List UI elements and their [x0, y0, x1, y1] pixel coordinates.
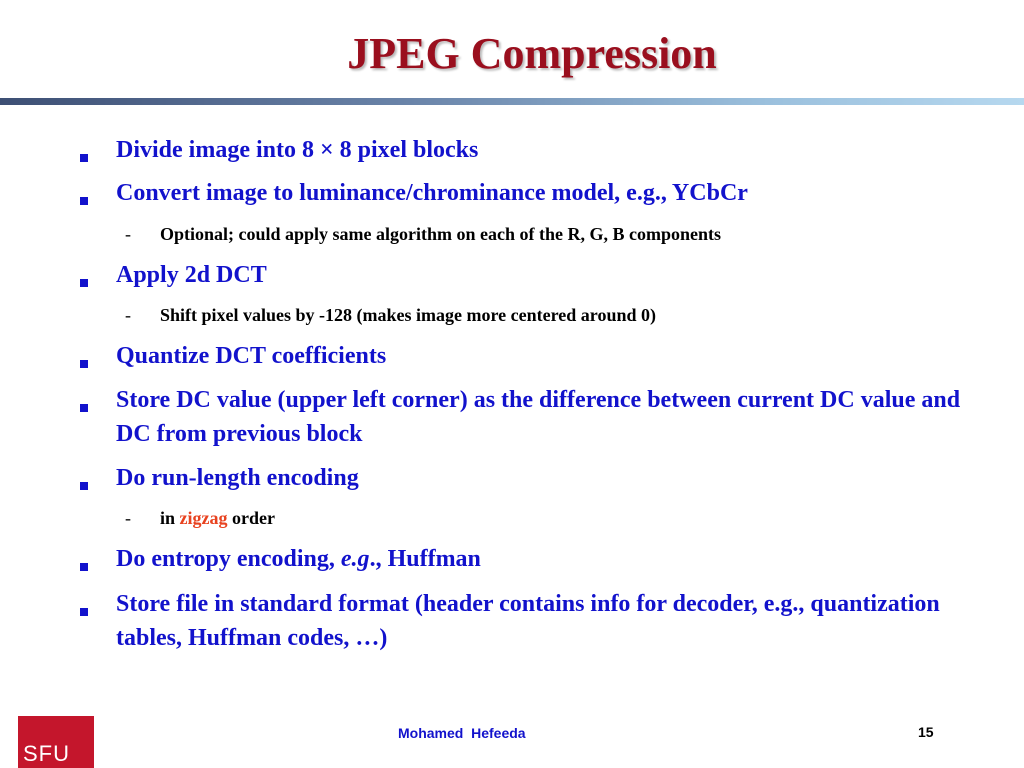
bullet-item	[116, 258, 976, 292]
title-divider	[0, 98, 1024, 105]
sub-bullet-item	[125, 505, 980, 531]
bullet-item	[116, 587, 976, 655]
square-bullet-icon	[80, 461, 88, 495]
dash-bullet-icon: -	[125, 305, 131, 325]
bullet-text: Store file in standard format (header contains info for decoder, e.g., quantization tables, Huffman codes, …)	[116, 591, 940, 651]
bullet-text: Convert image to luminance/chrominance model, e.g., YCbCr	[116, 180, 748, 206]
bullet-item	[116, 133, 976, 167]
sub-bullet-text: Optional; could apply same algorithm on each of the R, G, B components	[160, 224, 722, 244]
bullet-text-prefix: Do entropy encoding,	[116, 546, 341, 572]
dash-bullet-icon: -	[125, 224, 131, 244]
sfu-logo	[18, 716, 94, 768]
bullet-item	[116, 176, 976, 210]
sub-bullet-item	[125, 302, 980, 328]
bullet-item	[116, 339, 976, 373]
square-bullet-icon	[80, 542, 88, 576]
page-number: 15	[918, 724, 934, 740]
logo-text: SFU	[23, 741, 70, 766]
bullet-text: Do run-length encoding	[116, 465, 359, 491]
sub-bullet-item	[125, 221, 980, 247]
zigzag-highlight: zigzag	[179, 508, 228, 528]
bullet-text: Apply 2d DCT	[116, 262, 267, 288]
bullet-text: Quantize DCT coefficients	[116, 343, 387, 369]
square-bullet-icon	[80, 176, 88, 210]
square-bullet-icon	[80, 258, 88, 292]
bullet-item	[116, 542, 976, 576]
sub-bullet-suffix: order	[227, 508, 275, 528]
bullet-item	[116, 461, 976, 495]
bullet-text: Divide image into 8 × 8 pixel blocks	[116, 137, 479, 163]
bullet-text: Store DC value (upper left corner) as the difference between current DC value and DC from previous block	[116, 387, 961, 447]
footer-author: Mohamed Hefeeda	[398, 725, 526, 741]
bullet-text-italic: e.g	[340, 546, 370, 572]
slide-title: JPEG Compression	[347, 29, 717, 78]
dash-bullet-icon: -	[125, 508, 131, 528]
bullet-text-suffix: ., Huffman	[369, 546, 481, 572]
square-bullet-icon	[80, 587, 88, 621]
square-bullet-icon	[80, 133, 88, 167]
bullet-item	[116, 383, 976, 451]
sub-bullet-prefix: in	[160, 508, 180, 528]
sub-bullet-text: Shift pixel values by -128 (makes image more centered around 0)	[160, 305, 656, 325]
square-bullet-icon	[80, 339, 88, 373]
square-bullet-icon	[80, 383, 88, 417]
